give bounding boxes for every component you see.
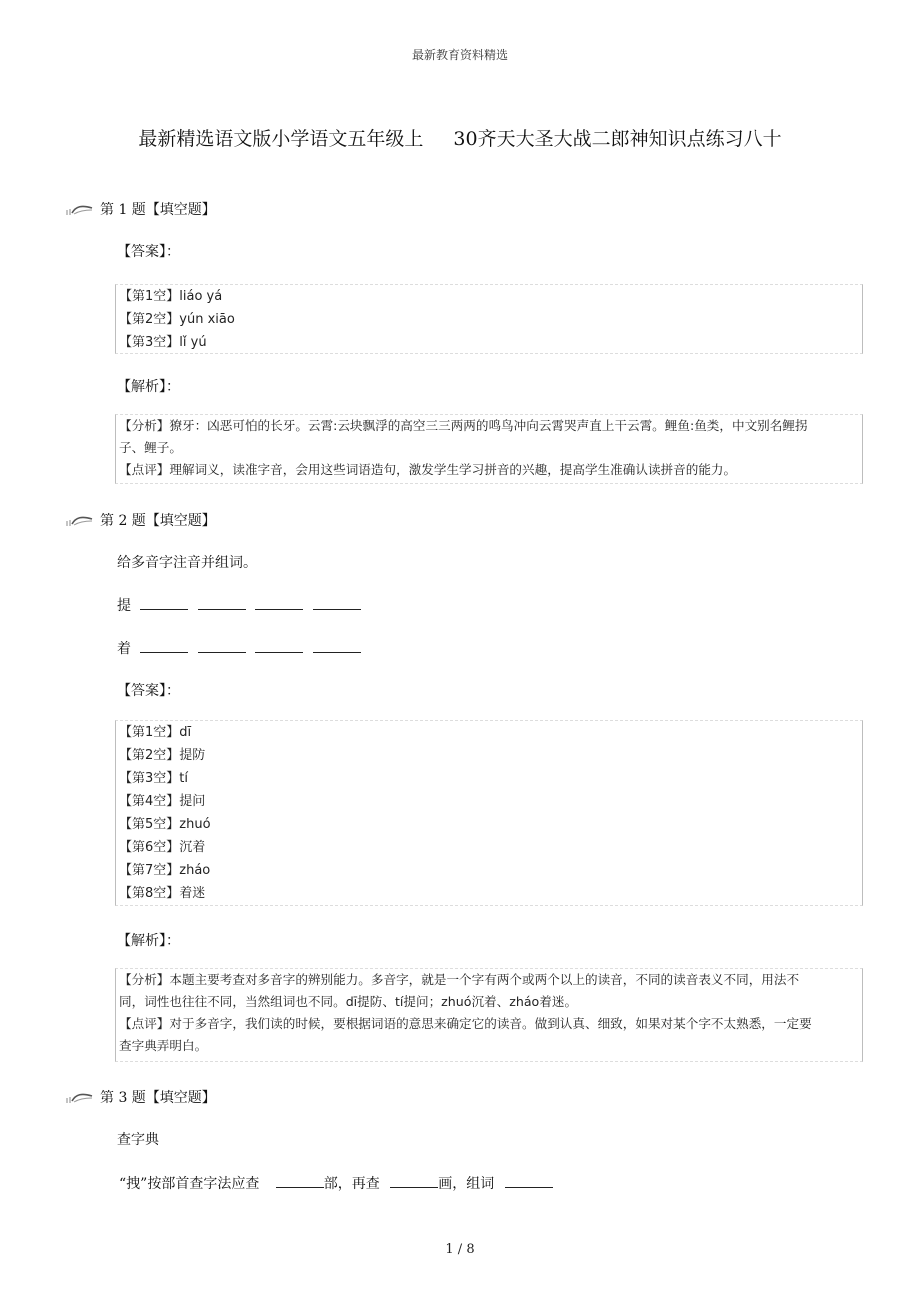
q1-analysis-box xyxy=(115,414,863,484)
q2-row-1 xyxy=(117,595,361,615)
q3-prompt: 查字典 xyxy=(117,1132,159,1148)
q1-answer-label: 【答案】： xyxy=(117,244,180,260)
q1-analysis-line-2: 子、鲤子。 xyxy=(119,440,182,455)
q3-blank-radical[interactable] xyxy=(276,1173,324,1188)
q1-answer-1: 【第1空】liáo yá xyxy=(119,289,223,304)
q3-sentence-part3: 画，组词 xyxy=(438,1176,495,1192)
document-title xyxy=(0,124,920,151)
q2-row-1-char: 提 xyxy=(117,598,131,614)
q2-answer-7: 【第7空】zháo xyxy=(119,863,211,878)
q2-answer-6: 【第6空】沉着 xyxy=(119,840,206,855)
q2-answer-4: 【第4空】提问 xyxy=(119,794,206,809)
q3-blank-word[interactable] xyxy=(505,1173,553,1188)
q2-analysis-line-1: 【分析】本题主要考查对多音字的辨别能力。多音字，就是一个字有两个或两个以上的读音，不同的读音表义不同，用法不 xyxy=(119,972,800,987)
title-part2: 30齐天大圣大战二郎神知识点练习八十 xyxy=(453,128,782,150)
q2-prompt: 给多音字注音并组词。 xyxy=(117,555,257,571)
q2-blank-8[interactable] xyxy=(313,638,361,653)
q2-analysis-label: 【解析】： xyxy=(117,933,180,949)
q2-row-2 xyxy=(117,638,361,658)
q3-sentence-part1: “拽”按部首查字法应查 xyxy=(119,1176,260,1192)
question-3-title: 第 3 题【填空题】 xyxy=(100,1090,216,1106)
q2-answer-5: 【第5空】zhuó xyxy=(119,817,211,832)
question-1-heading xyxy=(66,199,216,219)
q2-blank-7[interactable] xyxy=(255,638,303,653)
q3-blank-strokes[interactable] xyxy=(390,1173,438,1188)
question-marker-icon xyxy=(66,513,94,527)
q2-blank-5[interactable] xyxy=(140,638,188,653)
q2-blank-1[interactable] xyxy=(140,595,188,610)
q1-answer-2: 【第2空】yún xiāo xyxy=(119,312,235,327)
question-2-title: 第 2 题【填空题】 xyxy=(100,513,216,529)
q3-sentence xyxy=(119,1173,553,1193)
q2-blank-4[interactable] xyxy=(313,595,361,610)
q2-row-2-char: 着 xyxy=(117,641,131,657)
question-2-heading xyxy=(66,510,216,530)
page-header: 最新教育资料精选 xyxy=(411,48,508,62)
question-1-title: 第 1 题【填空题】 xyxy=(100,202,216,218)
q2-analysis-line-4: 查字典弄明白。 xyxy=(119,1038,208,1053)
question-3-heading xyxy=(66,1087,216,1107)
q2-analysis-line-3: 【点评】对于多音字，我们读的时候，要根据词语的意思来确定它的读音。做到认真、细致，如果对某个字不太熟悉，一定要 xyxy=(119,1016,812,1031)
q2-blank-3[interactable] xyxy=(255,595,303,610)
q2-answer-label: 【答案】： xyxy=(117,683,180,699)
question-marker-icon xyxy=(66,202,94,216)
q2-answer-1: 【第1空】dī xyxy=(119,725,192,740)
question-marker-icon xyxy=(66,1090,94,1104)
title-part1: 最新精选语文版小学语文五年级上 xyxy=(138,128,424,150)
q2-answer-2: 【第2空】提防 xyxy=(119,748,206,763)
q3-sentence-part2: 部，再查 xyxy=(323,1176,380,1192)
q2-answer-8: 【第8空】着迷 xyxy=(119,886,206,901)
q1-answer-box xyxy=(115,284,863,354)
q2-answer-3: 【第3空】tí xyxy=(119,771,188,786)
q2-blank-2[interactable] xyxy=(198,595,246,610)
q2-answer-box xyxy=(115,720,863,906)
q2-blank-6[interactable] xyxy=(198,638,246,653)
q1-answer-3: 【第3空】lǐ yú xyxy=(119,335,207,350)
q1-analysis-line-3: 【点评】理解词义，读准字音，会用这些词语造句，激发学生学习拼音的兴趣，提高学生准确认读拼音的能力。 xyxy=(119,462,737,477)
q1-analysis-line-1: 【分析】獠牙：凶恶可怕的长牙。云霄:云块飘浮的高空三三两两的鸣鸟冲向云霄哭声直上干云霄。鲤鱼:鱼类，中文别名鲤拐 xyxy=(119,418,808,433)
q1-analysis-label: 【解析】： xyxy=(117,379,180,395)
page-number: 1 / 8 xyxy=(445,1242,475,1257)
q2-analysis-box xyxy=(115,968,863,1062)
q2-analysis-line-2: 同，词性也往往不同，当然组词也不同。dī提防、tí提问；zhuó沉着、zháo着迷。 xyxy=(119,994,578,1009)
